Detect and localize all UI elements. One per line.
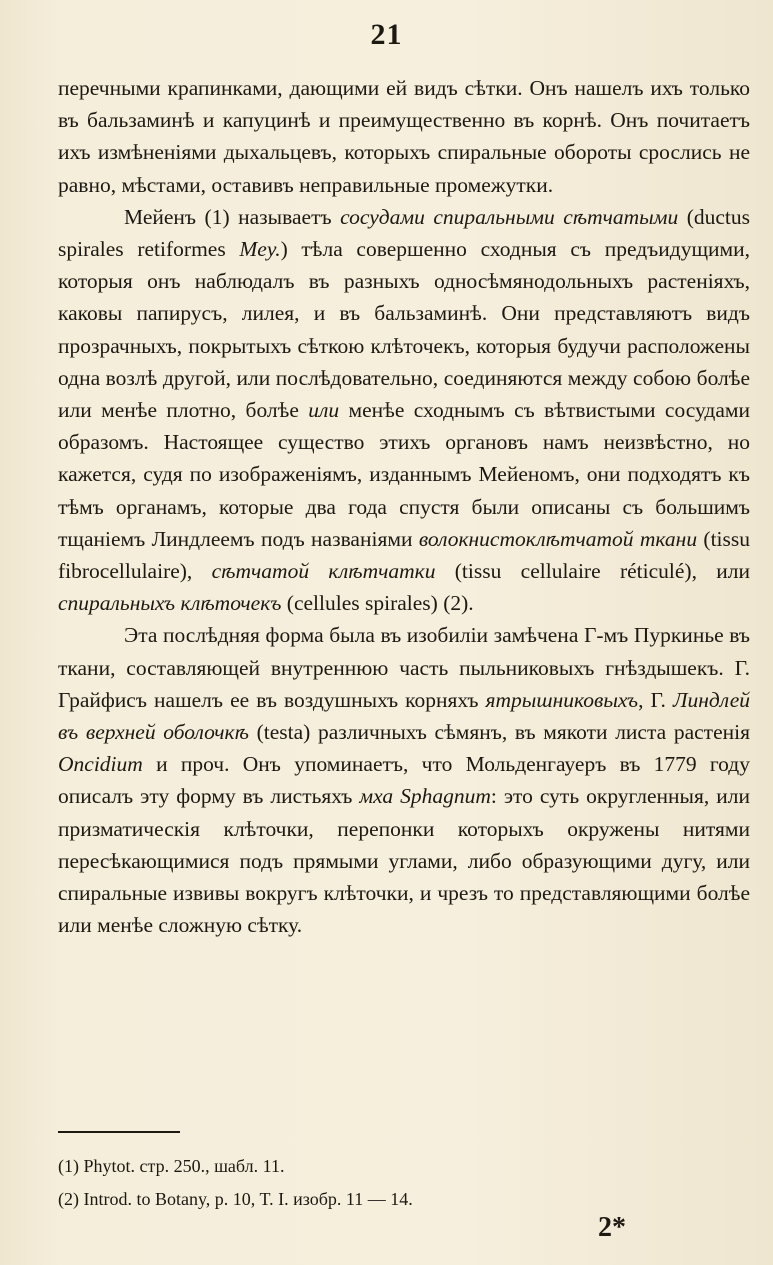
text-span: менѣе сходнымъ съ вѣтвистыми сосудами образомъ. Настоящее существо этихъ органовъ намъ неизвѣстно, но кажется, судя по изображеніямъ, изданнымъ Мейеномъ, они подходятъ къ тѣмъ органамъ, которые два года спустя были описаны съ большимъ тщаніемъ Линдлеемъ подъ названіями [58, 398, 750, 551]
footnotes [58, 1150, 750, 1216]
italic-term: сѣтчатой клѣтчатки [211, 559, 436, 584]
text-span: : это суть округленныя, или призматическія клѣточки, перепонки которыхъ окружены нитями пересѣкающимися подъ прямыми углами, либо образующими дугу, или спиральные извивы вокругъ клѣточки, и чрезъ то представляющими болѣе или менѣе сложную сѣтку. [58, 784, 750, 938]
text-span: (cellules spirales) (2). [281, 591, 474, 616]
text-span: , Г. [638, 687, 673, 712]
text-span: Мейенъ (1) называетъ [124, 204, 341, 229]
text-span: (tissu fibrocellulaire), [58, 526, 751, 584]
italic-term: Линдлей въ верхней оболочкѣ [58, 687, 750, 745]
italic-term: сосудами спиральными сѣтчатыми [340, 204, 679, 229]
paragraph-1 [58, 72, 750, 201]
text-span: перечными крапинками, дающими ей видъ сѣтки. Онъ нашелъ ихъ только въ бальзаминѣ и капуцинѣ и преимущественно въ корнѣ. Онъ почитаетъ ихъ измѣненіями дыхальцевъ, которыхъ спиральные обороты срослись не равно, мѣстами, оставивъ неправильные промежутки. [58, 76, 750, 197]
italic-term: Mey. [239, 237, 281, 262]
signature-mark: 2* [598, 1212, 626, 1243]
paragraph-2 [58, 201, 750, 620]
paragraph-3 [58, 619, 750, 941]
text-span: (ductus spirales retiformes [58, 204, 750, 262]
italic-term: волокнистоклѣтчатой ткани [418, 526, 698, 551]
italic-term: мха Sphagnum [359, 784, 491, 809]
text-span: ) тѣла совершенно сходныя съ предъидущими, которыя онъ наблюдалъ въ разныхъ односѣмянодольныхъ растеніяхъ, каковы папирусъ, лилея, и въ бальзаминѣ. Они представляютъ видъ прозрачныхъ, покрытыхъ сѣткою клѣточекъ, которыя будучи расположены одна возлѣ другой, или послѣдовательно, соединяются между собою болѣе или менѣе плотно, болѣе [58, 237, 751, 423]
text-span: (tissu cellulaire réticulé), или [435, 559, 750, 584]
footnote-1: (1) Phytot. стр. 250., шабл. 11. [58, 1156, 285, 1176]
italic-term: ятрышниковыхъ [485, 687, 639, 712]
italic-term: или [308, 398, 340, 423]
footnote-divider [58, 1131, 180, 1133]
text-span: и проч. Онъ упоминаетъ, что Мольденгауеръ въ 1779 году описалъ эту форму въ листьяхъ [58, 752, 750, 809]
footnote-2: (2) Introd. to Botany, p. 10, T. I. изобр. 11 — 14. [58, 1189, 413, 1209]
page-number: 21 [370, 18, 403, 51]
italic-term: Oncidium [58, 752, 143, 777]
text-span: Эта послѣдняя форма была въ изобиліи замѣчена Г-мъ Пуркинье въ ткани, составляющей внутреннюю часть пыльниковыхъ гнѣздышекъ. Г. Грайфисъ нашелъ ее въ воздушныхъ корняхъ [58, 623, 750, 712]
italic-term: спиральныхъ клѣточекъ [58, 591, 282, 616]
text-span: (testa) различныхъ сѣмянъ, въ мякоти листа растенія [248, 720, 750, 745]
body-text [58, 72, 750, 941]
